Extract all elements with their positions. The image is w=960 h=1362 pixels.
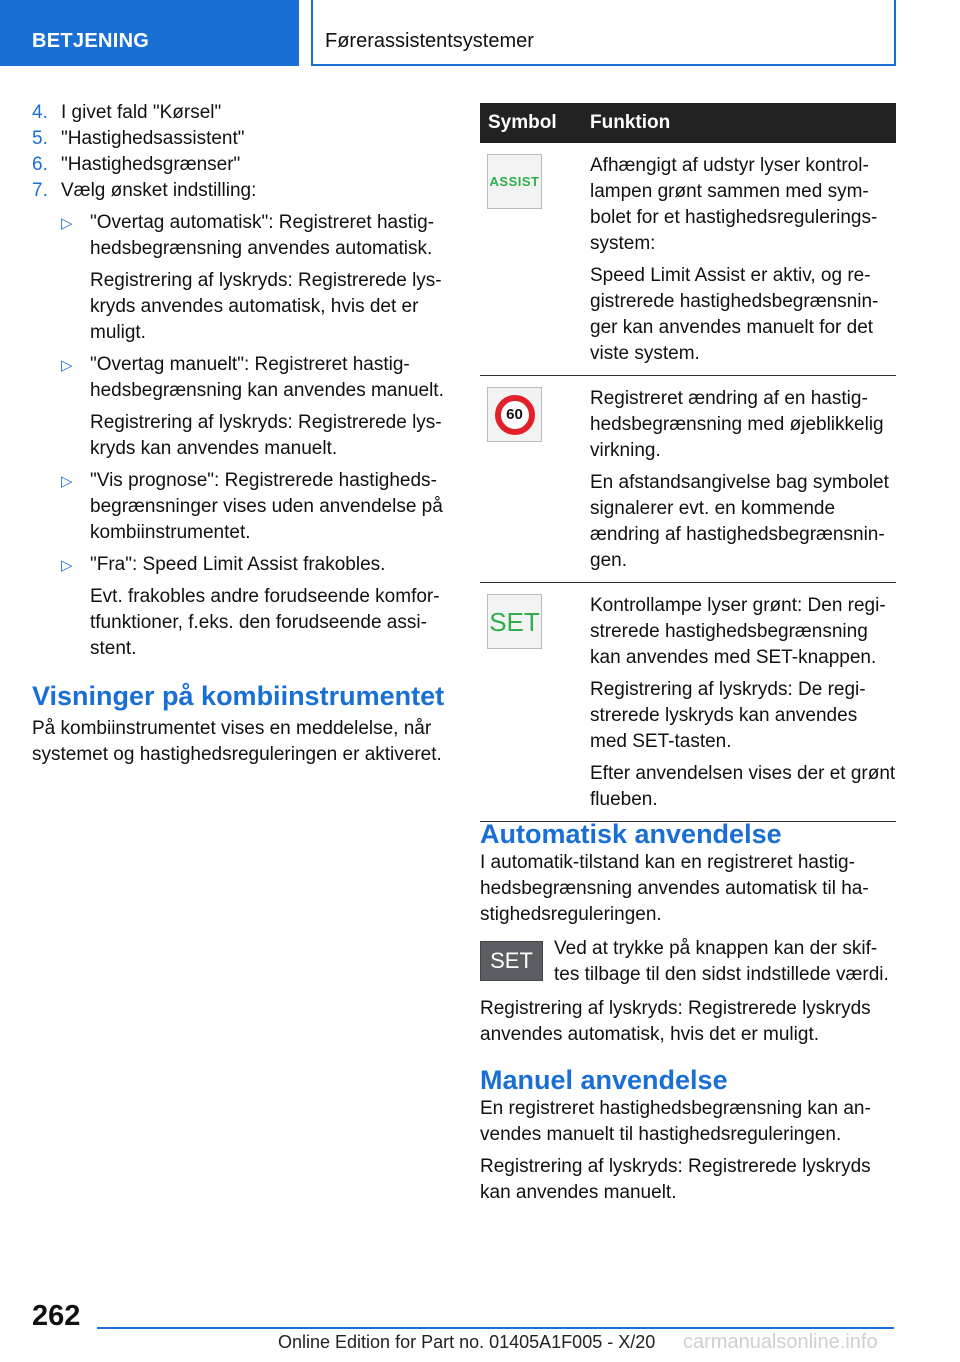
speed-limit-sign-icon: 60 xyxy=(487,387,542,442)
column-header-symbol: Symbol xyxy=(488,112,557,133)
section-heading: Visninger på kombiinstrumentet xyxy=(32,681,445,711)
paragraph: I automatik-tilstand kan en registreret hastighedsbegrænsning anvendes automatisk til hastighedsreguleringen. xyxy=(480,852,869,925)
paragraph: Registrering af lyskryds: Registrerede lyskryds kan anvendes manuelt. xyxy=(480,1156,871,1203)
option-text: "Overtag manuelt": Registreret hastighedsbegrænsning kan anvendes manuelt. xyxy=(90,354,444,401)
watermark: carmanualsonline.info xyxy=(683,1331,878,1353)
table-row xyxy=(480,583,896,822)
option-text: "Vis prognose": Registrerede hastighedsbegrænsninger vises uden anvendelse på kombiinstrumentet. xyxy=(90,470,443,543)
chapter-tab xyxy=(311,0,896,66)
footer-divider xyxy=(97,1327,894,1329)
left-column xyxy=(32,100,450,768)
step-item xyxy=(32,152,450,178)
assist-indicator-icon: ASSIST xyxy=(487,154,542,209)
column-header-function: Funktion xyxy=(590,112,671,133)
function-text: Kontrollampe lyser grønt: Den registrerede hastighedsbegrænsning kan anvendes med SET-knappen. xyxy=(590,595,886,668)
triangle-bullet-icon: ▷ xyxy=(61,557,73,574)
table-header xyxy=(480,103,896,143)
step-number: 6. xyxy=(32,154,48,175)
function-text: Registreret ændring af en hastighedsbegrænsning med øjeblikkelig virkning. xyxy=(590,388,884,461)
step-number: 4. xyxy=(32,102,48,123)
option-note: Registrering af lyskryds: Registrerede lyskryds anvendes automatisk, hvis det er muligt. xyxy=(90,270,442,343)
triangle-bullet-icon: ▷ xyxy=(61,473,73,490)
step-text: "Hastighedsgrænser" xyxy=(61,154,241,175)
function-text: Speed Limit Assist er aktiv, og registrerede hastighedsbegrænsninger kan anvendes manuelt for det viste system. xyxy=(590,265,879,364)
set-button-text: Ved at trykke på knappen kan der skiftes tilbage til den sidst indstillede værdi. xyxy=(554,938,889,985)
section-heading: Automatisk anvendelse xyxy=(480,819,782,849)
page-number: 262 xyxy=(32,1300,81,1332)
step-text: Vælg ønsket indstilling: xyxy=(61,180,257,201)
table-row xyxy=(480,376,896,583)
step-item xyxy=(32,126,450,152)
option-item xyxy=(61,352,450,462)
function-text: Registrering af lyskryds: De registrerede lyskryds kan anvendes med SET-tasten. xyxy=(590,679,866,752)
section-tab xyxy=(0,0,299,66)
set-button-row xyxy=(480,936,896,988)
option-note: Evt. frakobles andre forudseende komfortfunktioner, f.eks. den forudseende assistent. xyxy=(90,586,440,659)
edition-text: Online Edition for Part no. 01405A1F005 - X/20 xyxy=(278,1332,656,1352)
symbol-table xyxy=(480,103,896,822)
set-button-icon: SET xyxy=(480,941,543,981)
option-item xyxy=(61,210,450,346)
paragraph: En registreret hastighedsbegrænsning kan anvendes manuelt til hastighedsreguleringen. xyxy=(480,1098,871,1145)
step-text: "Hastighedsassistent" xyxy=(61,128,245,149)
function-text: Afhængigt af udstyr lyser kontrollampen grønt sammen med symbolet for et hastighedsreguleringssystem: xyxy=(590,155,878,254)
paragraph: På kombiinstrumentet vises en meddelelse, når systemet og hastighedsreguleringen er aktiveret. xyxy=(32,718,442,765)
section-title: BETJENING xyxy=(32,30,150,52)
table-row xyxy=(480,143,896,376)
right-column xyxy=(480,818,896,1206)
section-heading: Manuel anvendelse xyxy=(480,1065,728,1095)
option-text: "Fra": Speed Limit Assist frakobles. xyxy=(90,554,386,575)
step-item xyxy=(32,100,450,126)
step-text: I givet fald "Kørsel" xyxy=(61,102,222,123)
triangle-bullet-icon: ▷ xyxy=(61,357,73,374)
step-number: 5. xyxy=(32,128,48,149)
function-text: En afstandsangivelse bag symbolet signalerer evt. en kommende ændring af hastighedsbegrænsningen. xyxy=(590,472,889,571)
chapter-title: Førerassistentsystemer xyxy=(325,30,534,52)
step-item xyxy=(32,178,450,204)
triangle-bullet-icon: ▷ xyxy=(61,215,73,232)
option-item xyxy=(61,552,450,662)
paragraph: Registrering af lyskryds: Registrerede lyskryds anvendes automatisk, hvis det er muligt. xyxy=(480,998,871,1045)
set-indicator-icon: SET xyxy=(487,594,542,649)
step-number: 7. xyxy=(32,180,48,201)
option-text: "Overtag automatisk": Registreret hastighedsbegrænsning anvendes automatisk. xyxy=(90,212,435,259)
function-text: Efter anvendelsen vises der et grønt flueben. xyxy=(590,763,896,810)
option-note: Registrering af lyskryds: Registrerede lyskryds kan anvendes manuelt. xyxy=(90,412,442,459)
option-item xyxy=(61,468,450,546)
